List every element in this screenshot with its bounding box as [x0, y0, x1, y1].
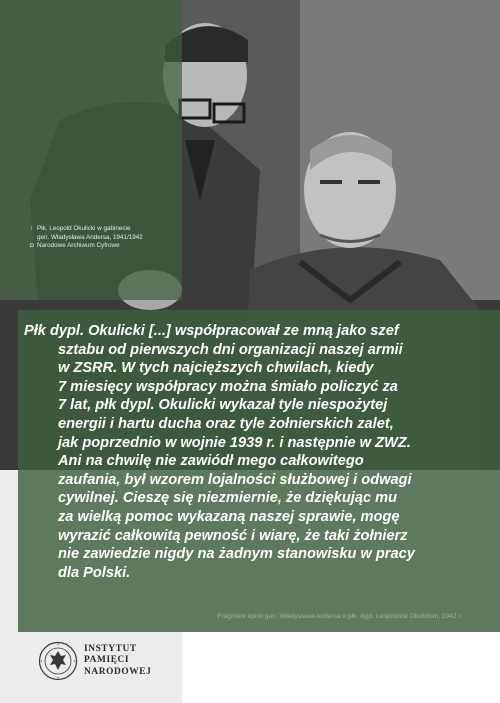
quote-line: Ani na chwilę nie zawiódł mego całkowitego	[58, 453, 364, 470]
quote-line: dla Polski.	[58, 564, 131, 581]
quote-line: 7 miesięcy współpracy można śmiało policzyć za	[58, 378, 398, 395]
caption-line-1: ↑ Płk. Leopold Okulicki w gabinecie	[30, 225, 131, 232]
camera-icon: ◘	[30, 243, 34, 250]
arrow-up-icon: ↑	[30, 226, 33, 232]
quote-line: jak poprzednio w wojnie 1939 r. i następnie w ZWZ.	[58, 434, 411, 451]
photo-caption	[30, 225, 180, 251]
quote-line: wyrazić całkowitą pewność i wiarę, że taki żołnierz	[58, 527, 408, 544]
quote-line: za wielką pomoc wykazaną naszej sprawie, mogę	[58, 508, 400, 525]
ipn-seal-logo	[38, 641, 78, 681]
caption-line-2: gen. Władysława Andersa, 1941/1942	[37, 233, 143, 241]
green-overlay-top-left	[0, 0, 182, 300]
institution-line-2: PAMIĘCI	[84, 655, 130, 666]
quote-line: cywilnej. Cieszę się niezmiernie, że dziękując mu	[58, 490, 398, 507]
quote-line: 7 lat, płk dypl. Okulicki wykazał tyle niespożytej	[58, 397, 388, 414]
quote-line: nie zawiedzie nigdy na żadnym stanowisku w pracy	[58, 546, 415, 563]
quote-line: sztabu od pierwszych dni organizacji naszej armii	[58, 341, 403, 358]
institution-name	[84, 644, 151, 678]
quote-line: zaufania, był wzorem lojalności służbowej i odwagi	[58, 471, 412, 488]
quote-line: w ZSRR. W tych najcięższych chwilach, kiedy	[58, 360, 374, 377]
institution-line-1: INSTYTUT	[84, 644, 137, 654]
quote-source: Fragment opinii gen. Władysława Andersa o płk. dypl. Leopoldzie Okulickim, 1942 r.	[217, 613, 462, 620]
footer-right	[182, 632, 500, 703]
institution-line-3: NARODOWEJ	[84, 666, 152, 677]
quote-line: Płk dypl. Okulicki [...] współpracował ze mną jako szef	[24, 323, 399, 339]
quote-text	[24, 322, 464, 582]
caption-line-3: ◘ Narodowe Archiwum Cyfrowe	[30, 242, 120, 250]
quote-line: energii i hartu ducha oraz tyle żołnierskich zalet,	[58, 415, 394, 432]
